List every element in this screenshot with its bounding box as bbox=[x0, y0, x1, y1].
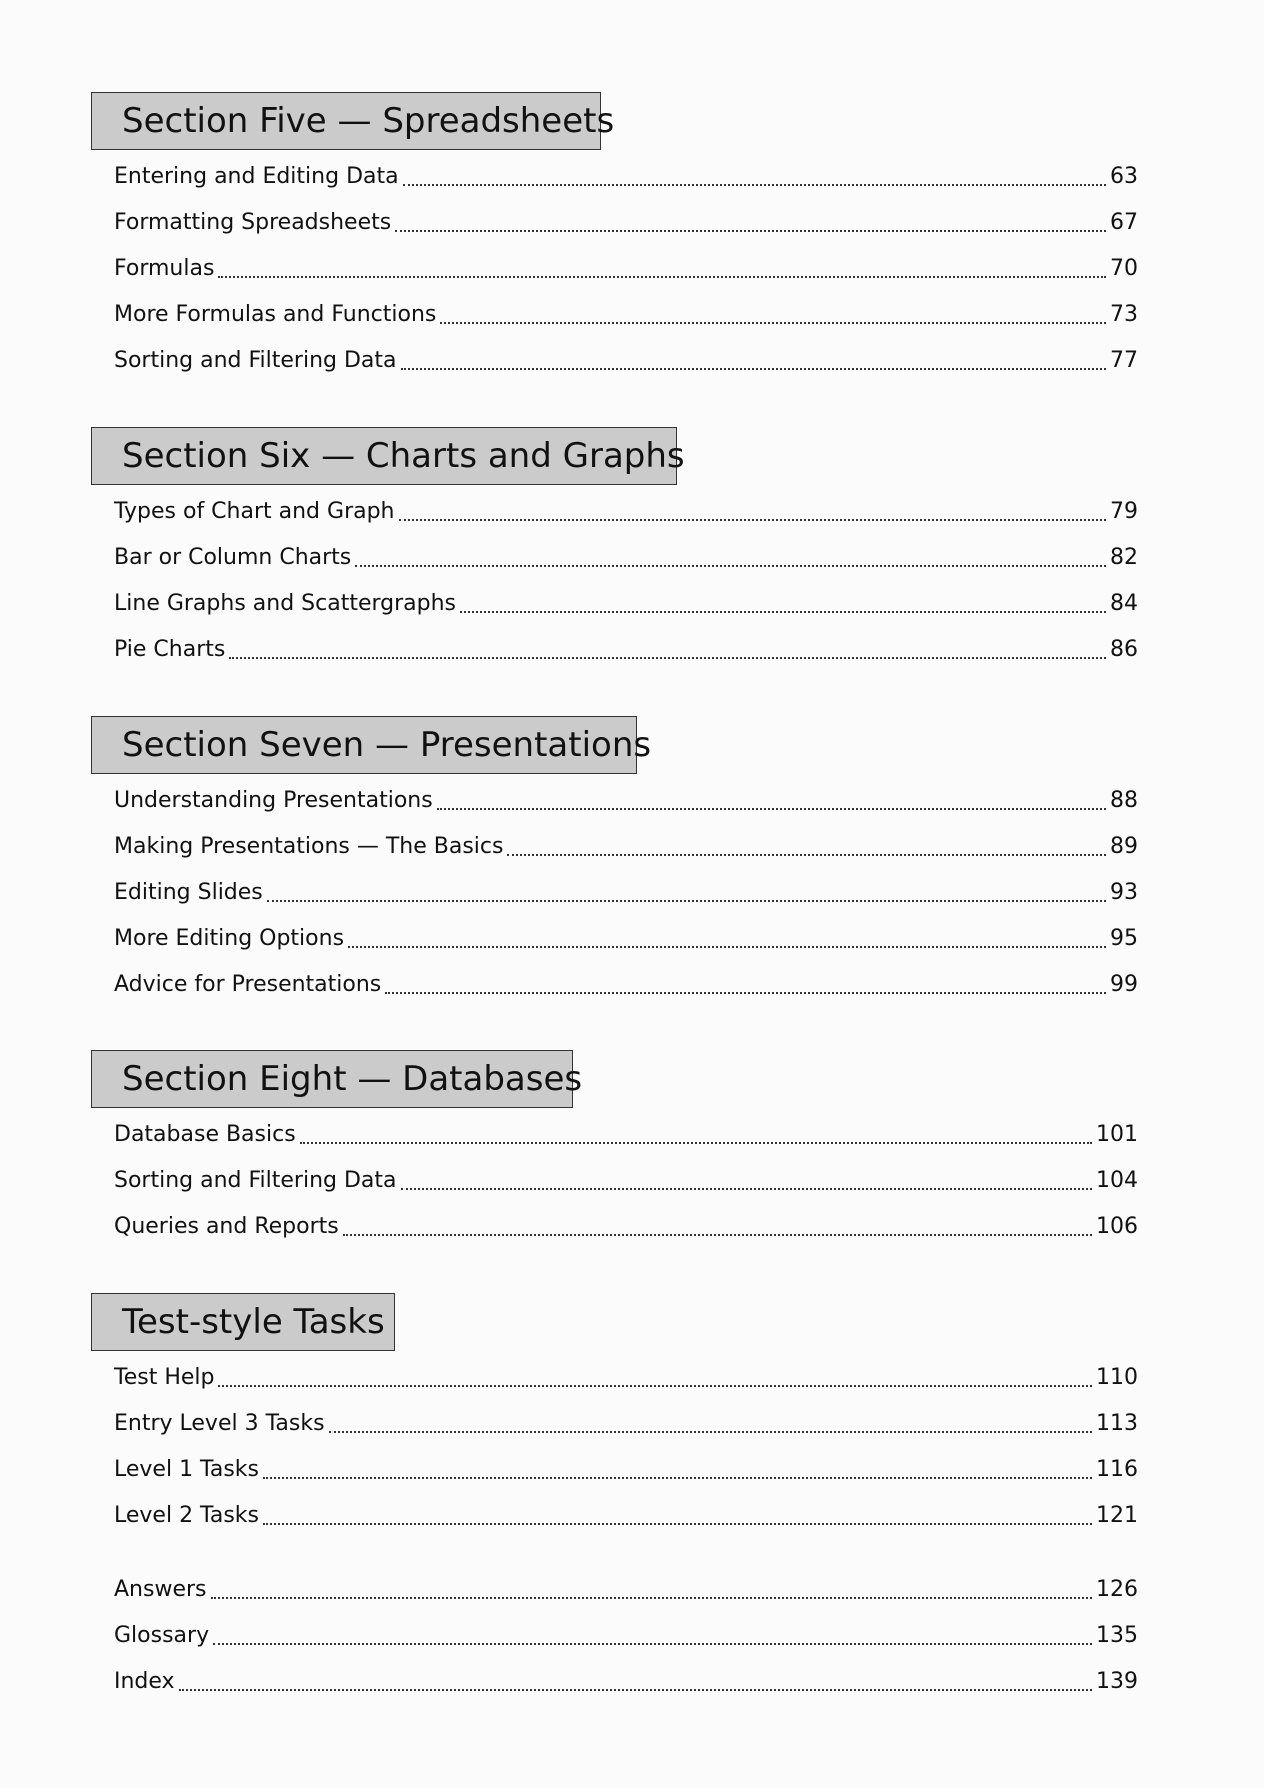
toc-entry[interactable] bbox=[114, 1212, 1138, 1242]
entry-title: More Editing Options bbox=[114, 926, 345, 951]
entry-page: 89 bbox=[1110, 834, 1138, 859]
entry-title: Types of Chart and Graph bbox=[114, 499, 395, 524]
toc-entry[interactable] bbox=[114, 543, 1138, 573]
leader-dots bbox=[343, 1234, 1092, 1236]
leader-dots bbox=[218, 276, 1106, 278]
entry-page: 88 bbox=[1110, 788, 1138, 813]
entry-title: More Formulas and Functions bbox=[114, 302, 437, 327]
entry-page: 113 bbox=[1096, 1411, 1138, 1436]
entry-page: 77 bbox=[1110, 348, 1138, 373]
entry-page: 116 bbox=[1096, 1457, 1138, 1482]
toc-entry[interactable] bbox=[114, 300, 1138, 330]
toc-entry[interactable] bbox=[114, 1455, 1138, 1485]
toc-entry[interactable] bbox=[114, 254, 1138, 284]
entry-page: 95 bbox=[1110, 926, 1138, 951]
leader-dots bbox=[329, 1431, 1092, 1433]
entry-page: 63 bbox=[1110, 164, 1138, 189]
entry-page: 121 bbox=[1096, 1503, 1138, 1528]
leader-dots bbox=[403, 184, 1106, 186]
toc-entry[interactable] bbox=[114, 924, 1138, 954]
leader-dots bbox=[507, 854, 1106, 856]
entry-title: Index bbox=[114, 1669, 175, 1694]
toc-entry[interactable] bbox=[114, 1501, 1138, 1531]
entry-title: Test Help bbox=[114, 1365, 215, 1390]
entry-title: Entering and Editing Data bbox=[114, 164, 399, 189]
entry-page: 67 bbox=[1110, 210, 1138, 235]
entry-page: 139 bbox=[1096, 1669, 1138, 1694]
entry-page: 93 bbox=[1110, 880, 1138, 905]
entry-title: Formulas bbox=[114, 256, 215, 281]
entry-page: 126 bbox=[1096, 1577, 1138, 1602]
entry-page: 79 bbox=[1110, 499, 1138, 524]
entry-title: Sorting and Filtering Data bbox=[114, 348, 397, 373]
section-heading: Section Five — Spreadsheets bbox=[91, 92, 601, 150]
entry-page: 73 bbox=[1110, 302, 1138, 327]
entry-page: 110 bbox=[1096, 1365, 1138, 1390]
leader-dots bbox=[263, 1477, 1092, 1479]
entry-title: Understanding Presentations bbox=[114, 788, 433, 813]
leader-dots bbox=[267, 900, 1106, 902]
toc-entry[interactable] bbox=[114, 1120, 1138, 1150]
entry-page: 70 bbox=[1110, 256, 1138, 281]
toc-entry[interactable] bbox=[114, 1667, 1138, 1697]
entry-title: Making Presentations — The Basics bbox=[114, 834, 504, 859]
section-heading: Section Six — Charts and Graphs bbox=[91, 427, 677, 485]
leader-dots bbox=[385, 992, 1106, 994]
toc-entry[interactable] bbox=[114, 635, 1138, 665]
toc-entry[interactable] bbox=[114, 1166, 1138, 1196]
toc-entry[interactable] bbox=[114, 1621, 1138, 1651]
entry-title: Level 2 Tasks bbox=[114, 1503, 259, 1528]
leader-dots bbox=[399, 519, 1107, 521]
leader-dots bbox=[437, 808, 1106, 810]
leader-dots bbox=[440, 322, 1106, 324]
toc-entry[interactable] bbox=[114, 1363, 1138, 1393]
entry-page: 106 bbox=[1096, 1214, 1138, 1239]
entry-title: Database Basics bbox=[114, 1122, 296, 1147]
leader-dots bbox=[263, 1523, 1092, 1525]
section-heading: Test-style Tasks bbox=[91, 1293, 395, 1351]
toc-entry[interactable] bbox=[114, 878, 1138, 908]
entry-title: Editing Slides bbox=[114, 880, 263, 905]
entry-title: Line Graphs and Scattergraphs bbox=[114, 591, 457, 616]
leader-dots bbox=[218, 1385, 1092, 1387]
entry-title: Level 1 Tasks bbox=[114, 1457, 259, 1482]
leader-dots bbox=[355, 565, 1106, 567]
toc-entry[interactable] bbox=[114, 1409, 1138, 1439]
leader-dots bbox=[211, 1597, 1093, 1599]
entry-title: Queries and Reports bbox=[114, 1214, 339, 1239]
entry-page: 135 bbox=[1096, 1623, 1138, 1648]
leader-dots bbox=[348, 946, 1106, 948]
toc-entry[interactable] bbox=[114, 970, 1138, 1000]
toc-entry[interactable] bbox=[114, 208, 1138, 238]
leader-dots bbox=[300, 1142, 1092, 1144]
entry-page: 86 bbox=[1110, 637, 1138, 662]
section-heading: Section Eight — Databases bbox=[91, 1050, 573, 1108]
toc-entry[interactable] bbox=[114, 497, 1138, 527]
entry-page: 82 bbox=[1110, 545, 1138, 570]
entry-title: Glossary bbox=[114, 1623, 210, 1648]
entry-page: 101 bbox=[1096, 1122, 1138, 1147]
leader-dots bbox=[460, 611, 1106, 613]
entry-title: Bar or Column Charts bbox=[114, 545, 352, 570]
entry-page: 104 bbox=[1096, 1168, 1138, 1193]
entry-title: Sorting and Filtering Data bbox=[114, 1168, 397, 1193]
leader-dots bbox=[401, 368, 1106, 370]
leader-dots bbox=[179, 1689, 1092, 1691]
entry-page: 84 bbox=[1110, 591, 1138, 616]
leader-dots bbox=[401, 1188, 1092, 1190]
toc-entry[interactable] bbox=[114, 786, 1138, 816]
entry-title: Formatting Spreadsheets bbox=[114, 210, 392, 235]
leader-dots bbox=[395, 230, 1106, 232]
section-heading: Section Seven — Presentations bbox=[91, 716, 637, 774]
entry-title: Pie Charts bbox=[114, 637, 226, 662]
entry-page: 99 bbox=[1110, 972, 1138, 997]
entry-title: Advice for Presentations bbox=[114, 972, 382, 997]
toc-entry[interactable] bbox=[114, 162, 1138, 192]
leader-dots bbox=[229, 657, 1106, 659]
entry-title: Answers bbox=[114, 1577, 207, 1602]
toc-entry[interactable] bbox=[114, 589, 1138, 619]
toc-entry[interactable] bbox=[114, 832, 1138, 862]
leader-dots bbox=[213, 1643, 1092, 1645]
entry-title: Entry Level 3 Tasks bbox=[114, 1411, 325, 1436]
toc-entry[interactable] bbox=[114, 1575, 1138, 1605]
toc-entry[interactable] bbox=[114, 346, 1138, 376]
